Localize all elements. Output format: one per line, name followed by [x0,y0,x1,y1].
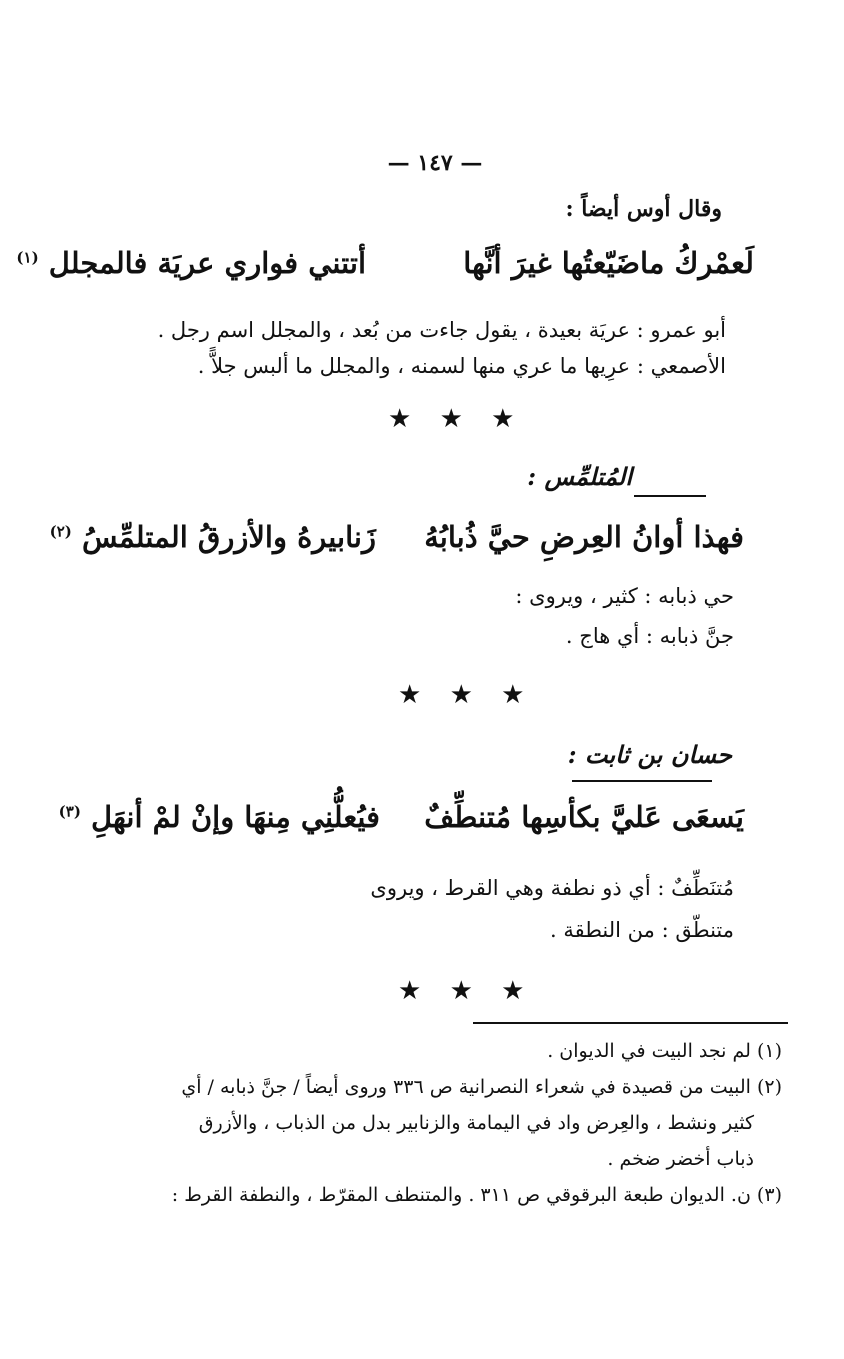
note-1-line-2: الأصمعي : عرِيها ما عري منها لسمنه ، والمجلل ما ألبس جلاًّ . [197,354,726,378]
verse-1-first-half-text: لَعمْركُ ماضَيّعتُها غيرَ أنَّها [463,246,754,280]
poet-heading-3: حسان بن ثابت : [567,740,732,769]
verse-1-second-half [16,246,366,280]
verse-3-first-half-text: يَسعَى عَليَّ بكأسِها مُتنطِّفٌ [424,800,744,834]
note-2-line-1: حي ذبابه : كثير ، ويروى : [515,584,734,608]
verse-2-first-half-text: فهذا أوانُ العِرضِ حيَّ ذُبابُهُ [424,520,744,554]
footnote-rule [473,1022,788,1024]
note-1-line-1: أبو عمرو : عريَة بعيدة ، يقول جاءت من بُعد ، والمجلل اسم رجل . [157,318,726,342]
footnote-2-line-1: (٢) البيت من قصيدة في شعراء النصرانية ص ٣٣٦ وروى أيضاً / جنَّ ذبابه / أي [181,1076,782,1098]
poet-underline-3 [572,780,712,782]
section-divider-2: ★ ★ ★ [398,680,535,710]
footnote-ref-2: (٢) [49,522,72,541]
poet-heading-2: المُتلمِّس : [527,462,632,491]
verse-1-second-half-text: أتتني فواري عريَة فالمجلل [48,246,366,280]
verse-3-second-half [59,800,380,834]
section-divider-1: ★ ★ ★ [388,404,525,434]
poet-underline-2 [634,495,706,497]
footnote-2-line-2: كثير ونشط ، والعِرض واد في اليمامة والزنابير بدل من الذباب ، والأزرق [198,1112,754,1134]
verse-3-first-half [424,800,744,834]
section-divider-3: ★ ★ ★ [398,976,535,1006]
verse-2-second-half [50,520,376,554]
footnote-ref-1: (١) [16,248,39,267]
footnote-1: (١) لم نجد البيت في الديوان . [547,1040,782,1062]
note-3-line-2: متنطّق : من النطقة . [549,918,734,942]
footnote-3: (٣) ن. الديوان طبعة البرقوقي ص ٣١١ . والمتنطف المقرّط ، والنطفة القرط : [171,1184,782,1206]
footnote-ref-3: (٣) [58,802,81,821]
intro-line: وقال أوس أيضاً : [565,196,722,222]
verse-1-first-half [463,246,754,280]
page-number: — ١٤٧ — [387,150,483,176]
verse-2-second-half-text: زَنابيرهُ والأزرقُ المتلمِّسُ [82,520,376,554]
note-2-line-2: جنَّ ذبابه : أي هاج . [565,624,734,648]
note-3-line-1: مُتنَطِّفٌ : أي ذو نطفة وهي القرط ، ويروى [370,876,734,900]
footnote-2-line-3: ذباب أخضر ضخم . [607,1148,754,1170]
verse-2-first-half [424,520,744,554]
verse-3-second-half-text: فيُعلُّنِي مِنهَا وإنْ لمْ أنهَلِ [91,800,380,834]
